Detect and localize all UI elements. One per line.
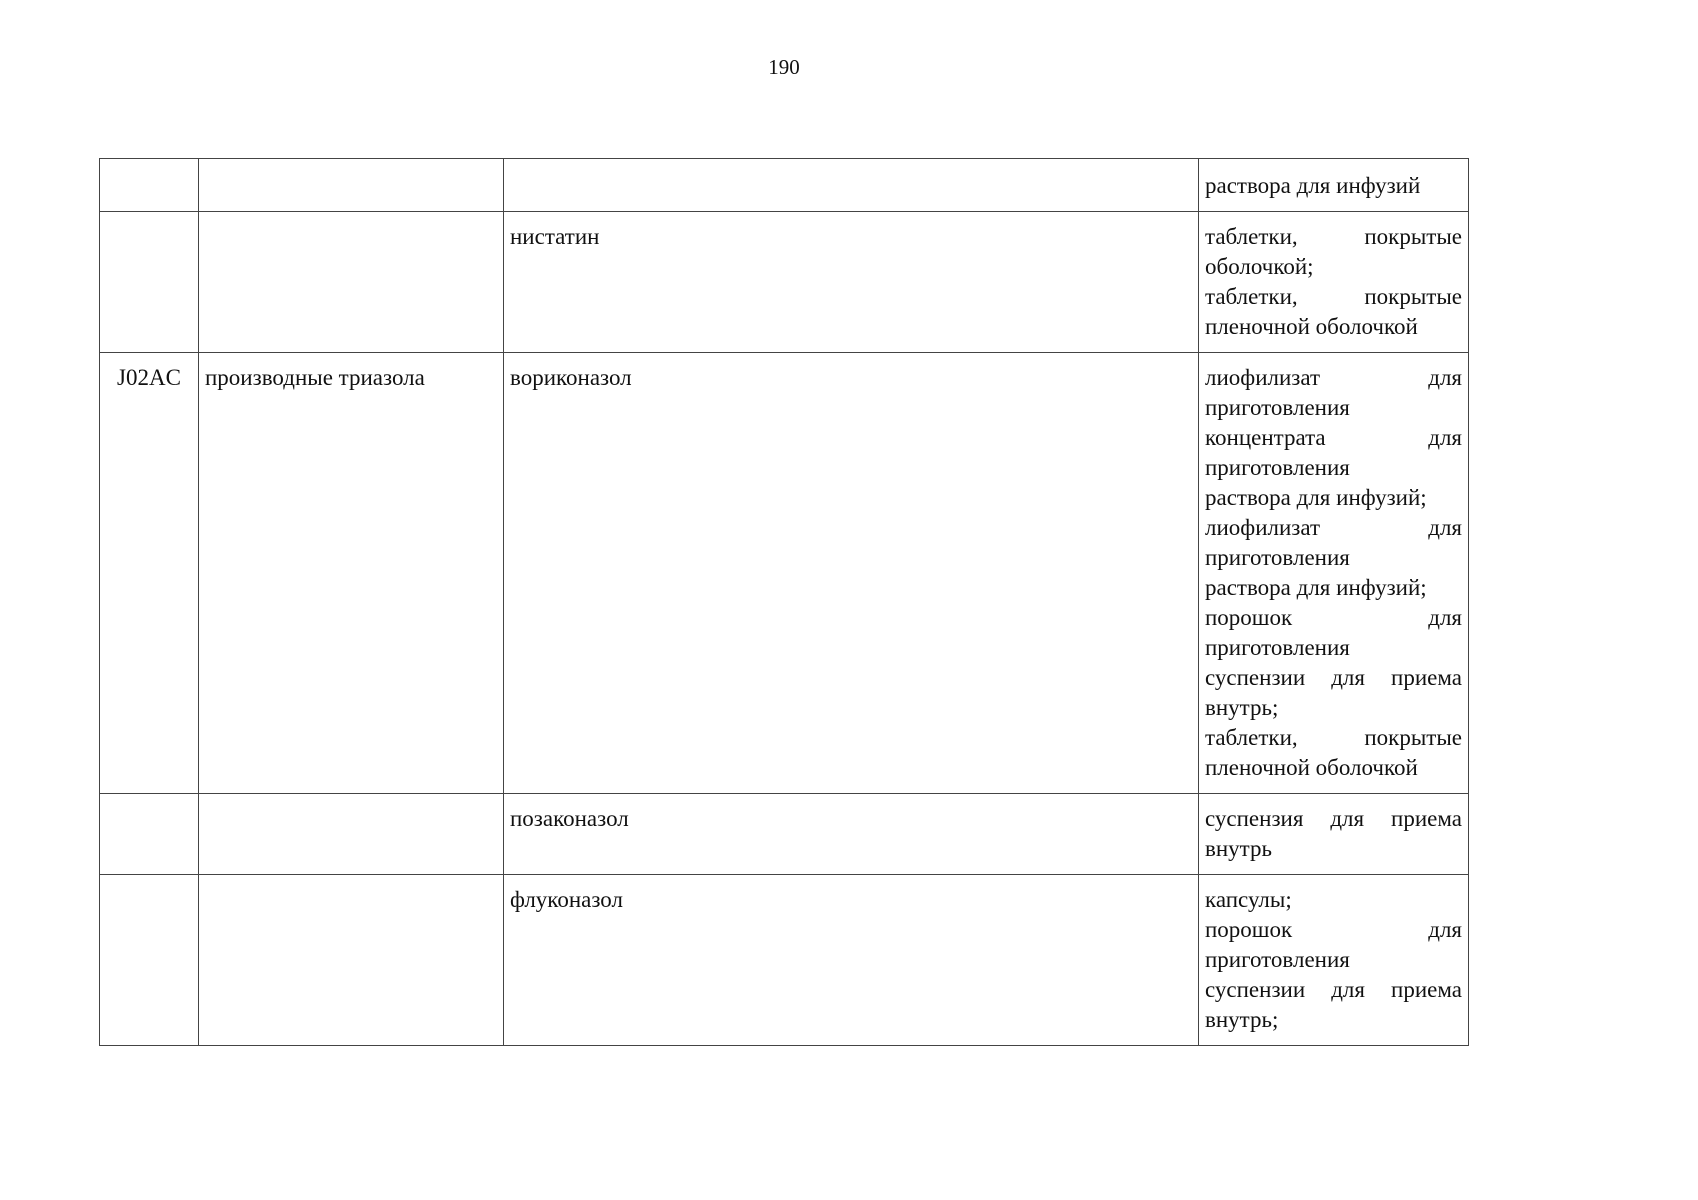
group-cell: производные триазола <box>199 353 504 794</box>
dosage-form-line: суспензии для приема <box>1205 977 1462 1002</box>
dosage-form-line: пленочной оболочкой <box>1205 314 1418 339</box>
dosage-form-line: суспензии для приема <box>1205 665 1462 690</box>
dosage-form-cell <box>1199 794 1469 875</box>
dosage-form-cell <box>1199 159 1469 212</box>
table-row <box>100 353 1469 794</box>
dosage-form-cell <box>1199 353 1469 794</box>
dosage-form-line: оболочкой; <box>1205 254 1314 279</box>
dosage-form-line: лиофилизат для <box>1205 365 1462 390</box>
dosage-form-line: таблетки, покрытые <box>1205 725 1462 750</box>
dosage-form-line: таблетки, покрытые <box>1205 224 1462 249</box>
table-row <box>100 212 1469 353</box>
atc-code-cell <box>100 794 199 875</box>
dosage-form-line: пленочной оболочкой <box>1205 755 1418 780</box>
dosage-form-line: порошок для <box>1205 605 1462 630</box>
atc-code-cell <box>100 159 199 212</box>
drug-name-cell: нистатин <box>504 212 1199 353</box>
atc-code-cell: J02AC <box>100 353 199 794</box>
dosage-form-line: внутрь; <box>1205 695 1279 720</box>
dosage-form-cell <box>1199 875 1469 1046</box>
table-row <box>100 159 1469 212</box>
atc-code-cell <box>100 212 199 353</box>
dosage-form-line: приготовления <box>1205 635 1350 660</box>
dosage-form-line: лиофилизат для <box>1205 515 1462 540</box>
dosage-form-line: таблетки, покрытые <box>1205 284 1462 309</box>
dosage-form-cell <box>1199 212 1469 353</box>
dosage-form-line: приготовления <box>1205 455 1350 480</box>
dosage-form-line: приготовления <box>1205 395 1350 420</box>
drug-table <box>99 158 1469 1046</box>
dosage-form-line: концентрата для <box>1205 425 1462 450</box>
dosage-form-line: раствора для инфузий; <box>1205 485 1427 510</box>
table-row <box>100 794 1469 875</box>
drug-name-cell: позаконазол <box>504 794 1199 875</box>
dosage-form-line: приготовления <box>1205 545 1350 570</box>
dosage-form-line: суспензия для приема <box>1205 806 1462 831</box>
group-cell <box>199 212 504 353</box>
page-number: 190 <box>768 55 800 79</box>
dosage-form-line: внутрь; <box>1205 1007 1279 1032</box>
table-row <box>100 875 1469 1046</box>
dosage-form-line: приготовления <box>1205 947 1350 972</box>
table-body <box>100 159 1469 1046</box>
dosage-form-line: внутрь <box>1205 836 1272 861</box>
dosage-form-line: порошок для <box>1205 917 1462 942</box>
dosage-form-line: капсулы; <box>1205 887 1292 912</box>
drug-name-cell: вориконазол <box>504 353 1199 794</box>
drug-name-cell <box>504 159 1199 212</box>
group-cell <box>199 794 504 875</box>
group-cell <box>199 159 504 212</box>
group-cell <box>199 875 504 1046</box>
drug-name-cell: флуконазол <box>504 875 1199 1046</box>
dosage-form-line: раствора для инфузий; <box>1205 575 1427 600</box>
atc-code-cell <box>100 875 199 1046</box>
dosage-form-line: раствора для инфузий <box>1205 173 1421 198</box>
